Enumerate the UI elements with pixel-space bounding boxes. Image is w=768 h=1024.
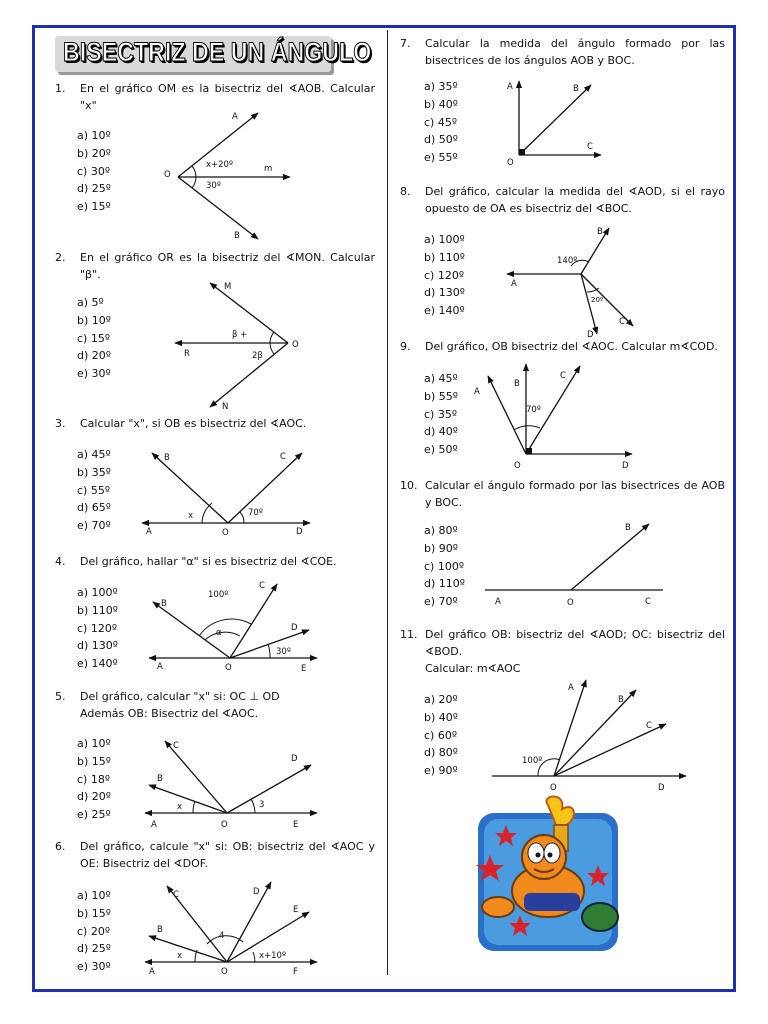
problem-4 (55, 553, 375, 573)
figure-5 (143, 735, 321, 830)
option: e) 25º (77, 808, 111, 822)
label-F: F (293, 967, 298, 977)
label-B: B (573, 84, 579, 94)
problem-text-2: Además OB: Bisectriz del ∢AOC. (80, 707, 259, 720)
problem-text: Del gráfico, OB bisectriz del ∢AOC. Calcular m∢COD. (425, 340, 718, 353)
figure-9 (470, 360, 640, 472)
figure-2 (170, 275, 310, 415)
label-N: N (222, 402, 229, 412)
angle-label-top: x+20º (206, 160, 233, 170)
angle-label-x10: x+10º (259, 951, 286, 961)
label-D: D (253, 887, 260, 897)
label-C: C (173, 890, 179, 900)
option: b) 40º (424, 710, 458, 724)
mascot-illustration (470, 795, 630, 960)
problem-number: 1. (55, 82, 66, 95)
angle-label-20: 20º (591, 296, 604, 304)
option: d) 110º (424, 577, 465, 591)
angle-label-bottom: 30º (206, 181, 221, 191)
angle-label-70: 70º (526, 405, 541, 415)
options-4 (77, 584, 118, 673)
option: e) 55º (424, 151, 458, 165)
option: c) 20º (77, 924, 111, 938)
option: e) 70º (77, 519, 111, 533)
problem-9 (400, 338, 725, 358)
figure-8 (503, 222, 648, 340)
problem-text: Del gráfico, hallar "α" si es bisectriz del ∢COE. (80, 555, 337, 568)
figure-1 (160, 105, 310, 245)
angle-label-30: 30º (276, 647, 291, 657)
label-A: A (151, 820, 157, 830)
option: e) 90º (424, 764, 458, 778)
option: e) 30º (77, 367, 111, 381)
option: e) 30º (77, 960, 111, 974)
option: d) 25º (77, 182, 111, 196)
label-C: C (173, 741, 179, 751)
option: a) 35º (424, 80, 458, 93)
figure-10 (483, 518, 673, 610)
label-A: A (495, 597, 501, 607)
label-A: A (146, 527, 152, 537)
angle-label-70: 70º (248, 508, 263, 518)
label-D: D (291, 754, 298, 764)
label-A: A (474, 387, 480, 397)
label-O: O (164, 170, 171, 180)
label-B: B (157, 925, 163, 935)
problem-text: Calcular la medida del ángulo formado por las bisectrices de los ángulos AOB y BOC. (425, 37, 725, 67)
label-B: B (597, 227, 603, 237)
option: b) 10º (77, 313, 111, 327)
label-A: A (149, 967, 155, 977)
problem-number: 11. (400, 628, 418, 641)
label-C: C (645, 597, 651, 607)
figure-7 (503, 75, 613, 168)
problem-7 (400, 35, 725, 71)
problem-text: En el gráfico OR es la bisectriz del ∢MON. Calcular "β". (80, 251, 375, 281)
angle-label-x: x (188, 511, 194, 521)
option: c) 55º (77, 483, 111, 497)
column-divider (387, 30, 388, 975)
label-O: O (550, 783, 557, 793)
angle-label-x: x (177, 802, 183, 812)
label-E: E (293, 820, 299, 830)
problem-10 (400, 477, 725, 513)
option: a) 45º (424, 372, 458, 385)
problem-text: Del gráfico, calcule "x" si: OB: bisectriz del ∢AOC y OE: Bisectriz del ∢DOF. (80, 840, 375, 870)
label-O: O (222, 528, 229, 538)
option: b) 40º (424, 97, 458, 111)
angle-label-3: 3 (259, 800, 265, 810)
options-11 (424, 691, 458, 780)
problem-number: 4. (55, 555, 66, 568)
option: e) 140º (424, 304, 465, 318)
problem-number: 2. (55, 251, 66, 264)
label-D: D (291, 623, 298, 633)
option: b) 20º (77, 146, 111, 160)
label-C: C (560, 371, 566, 381)
option: b) 35º (77, 465, 111, 479)
problem-text: Calcular "x", si OB es bisectriz del ∢AOC. (80, 417, 307, 430)
label-B: B (164, 453, 170, 463)
label-A: A (157, 662, 163, 672)
option: d) 40º (424, 425, 458, 439)
problem-number: 3. (55, 417, 66, 430)
angle-label-4: 4 (219, 931, 225, 941)
label-A: A (507, 82, 513, 92)
option: c) 120º (424, 268, 465, 282)
label-E: E (293, 905, 299, 915)
problem-number: 9. (400, 340, 411, 353)
label-B: B (514, 379, 520, 389)
label-A: A (511, 279, 517, 289)
options-2 (77, 294, 111, 383)
option: c) 120º (77, 621, 118, 635)
figure-6 (143, 880, 321, 978)
options-7 (424, 78, 458, 167)
figure-3 (140, 445, 315, 540)
label-C: C (619, 317, 625, 327)
option: d) 65º (77, 501, 111, 515)
option: b) 55º (424, 389, 458, 403)
figure-4 (145, 578, 320, 676)
option: b) 15º (77, 754, 111, 768)
label-C: C (587, 142, 593, 152)
label-B: B (234, 231, 240, 241)
label-A: A (232, 112, 238, 122)
problem-number: 6. (55, 840, 66, 853)
label-B: B (625, 523, 631, 533)
problem-number: 5. (55, 690, 66, 703)
option: b) 15º (77, 906, 111, 920)
options-10 (424, 522, 465, 611)
option: b) 110º (424, 250, 465, 264)
problem-text: Del gráfico OB: bisectriz del ∢AOD; OC: bisectriz del ∢BOD. (425, 628, 725, 658)
label-O: O (514, 461, 521, 471)
options-6 (77, 887, 111, 976)
option: d) 80º (424, 746, 458, 760)
option: d) 130º (424, 286, 465, 300)
problem-5 (55, 688, 375, 724)
label-D: D (658, 783, 665, 793)
label-C: C (646, 721, 652, 731)
problem-text: En el gráfico OM es la bisectriz del ∢AOB. Calcular "x" (80, 82, 375, 112)
option: e) 140º (77, 657, 118, 671)
label-B: B (618, 695, 624, 705)
label-B: B (157, 774, 163, 784)
option: b) 110º (77, 603, 118, 617)
angle-label-100: 100º (208, 590, 229, 600)
label-O: O (221, 967, 228, 977)
label-D: D (587, 330, 594, 340)
option: a) 5º (77, 296, 104, 309)
label-O: O (221, 820, 228, 830)
problem-text-2: Calcular: m∢AOC (425, 662, 521, 675)
label-M: M (224, 282, 232, 292)
option: c) 15º (77, 331, 111, 345)
option: c) 100º (424, 559, 465, 573)
angle-label-alpha: α (216, 628, 222, 638)
option: a) 45º (77, 448, 111, 461)
option: e) 70º (424, 595, 458, 609)
problem-text: Calcular el ángulo formado por las bisectrices de AOB y BOC. (425, 479, 725, 509)
option: a) 10º (77, 737, 111, 750)
label-O: O (292, 340, 299, 350)
angle-label-bottom: 2β (252, 351, 263, 361)
problem-8 (400, 183, 725, 219)
label-O: O (507, 158, 514, 168)
options-1 (77, 127, 111, 216)
label-m: m (264, 164, 273, 174)
options-3 (77, 446, 111, 535)
option: d) 20º (77, 349, 111, 363)
problem-number: 8. (400, 185, 411, 198)
option: c) 60º (424, 728, 458, 742)
problem-text: Del gráfico, calcular la medida del ∢AOD, si el rayo opuesto de OA es bisectriz del ∢BOC. (425, 185, 725, 215)
option: a) 80º (424, 524, 458, 537)
option: d) 130º (77, 639, 118, 653)
option: a) 10º (77, 129, 111, 142)
option: a) 10º (77, 889, 111, 902)
options-9 (424, 370, 458, 459)
label-D: D (622, 461, 629, 471)
problem-11 (400, 626, 725, 676)
option: a) 20º (424, 693, 458, 706)
problem-6 (55, 838, 375, 874)
label-C: C (280, 452, 286, 462)
label-D: D (296, 527, 303, 537)
option: d) 50º (424, 133, 458, 147)
option: c) 45º (424, 115, 458, 129)
option: d) 25º (77, 942, 111, 956)
label-O: O (567, 598, 574, 608)
option: b) 90º (424, 541, 458, 555)
angle-label-140: 140º (557, 256, 578, 266)
option: d) 20º (77, 790, 111, 804)
label-E: E (301, 664, 307, 674)
label-R: R (184, 349, 190, 359)
option: e) 15º (77, 200, 111, 214)
page-title: BISECTRIZ DE UN ÁNGULO (63, 37, 372, 67)
label-A: A (568, 683, 574, 693)
option: a) 100º (424, 233, 465, 246)
figure-11 (490, 676, 690, 796)
option: e) 50º (424, 443, 458, 457)
problem-3 (55, 415, 375, 435)
label-B: B (161, 599, 167, 609)
label-O: O (225, 663, 232, 673)
problem-text: Del gráfico, calcular "x" si: OC ⊥ OD (80, 690, 280, 703)
angle-label-100: 100º (522, 756, 543, 766)
angle-label-top: β + (232, 330, 248, 340)
options-8 (424, 231, 465, 320)
label-C: C (259, 581, 265, 591)
problem-number: 10. (400, 479, 418, 492)
options-5 (77, 735, 111, 824)
option: a) 100º (77, 586, 118, 599)
option: c) 18º (77, 772, 111, 786)
option: c) 30º (77, 164, 111, 178)
problem-number: 7. (400, 37, 411, 50)
option: c) 35º (424, 407, 458, 421)
angle-label-x: x (177, 951, 183, 961)
